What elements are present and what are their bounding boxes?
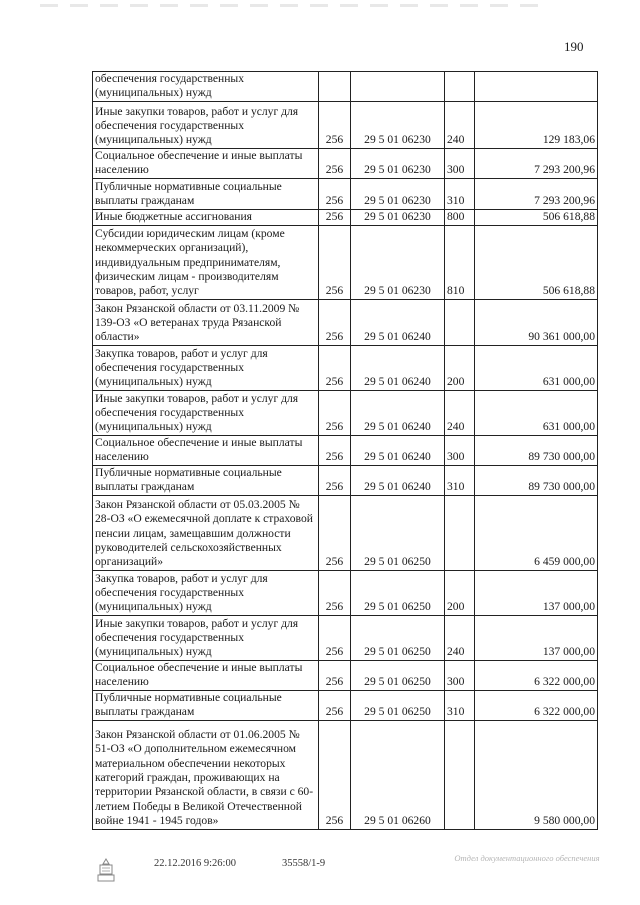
table-row (93, 390, 598, 435)
row-name: Иные закупки товаров, работ и услуг для обеспечения государственных (муниципальных) нужд (93, 390, 319, 435)
row-name: Социальное обеспечение и иные выплаты населению (93, 148, 319, 178)
row-ved: 256 (319, 690, 351, 720)
table-row (93, 495, 598, 570)
row-name: Публичные нормативные социальные выплаты гражданам (93, 690, 319, 720)
row-ved: 256 (319, 465, 351, 495)
row-ved: 256 (319, 299, 351, 345)
row-vr: 240 (445, 101, 475, 148)
row-csr: 29 5 01 06240 (351, 465, 445, 495)
table-row (93, 660, 598, 690)
row-name: Закупка товаров, работ и услуг для обеспечения государственных (муниципальных) нужд (93, 345, 319, 390)
row-name: Субсидии юридическим лицам (кроме некоммерческих организаций), индивидуальным предпринимателям, физическим лицам - производителям товаров, работ, услуг (93, 225, 319, 299)
row-sum: 7 293 200,96 (475, 148, 598, 178)
row-ved: 256 (319, 390, 351, 435)
row-sum: 7 293 200,96 (475, 178, 598, 209)
row-vr (445, 299, 475, 345)
scan-artifact (40, 4, 540, 7)
row-csr: 29 5 01 06230 (351, 148, 445, 178)
row-vr: 240 (445, 615, 475, 660)
row-name: Закон Рязанской области от 01.06.2005 № 51-ОЗ «О дополнительном ежемесячном материальном обеспечении некоторых категорий граждан, проживающих на территории Рязанской области, в связи с 60-летием Победы в Великой Отечественной войне 1941 - 1945 годов» (93, 720, 319, 829)
row-ved: 256 (319, 148, 351, 178)
row-sum: 137 000,00 (475, 570, 598, 615)
row-csr: 29 5 01 06230 (351, 178, 445, 209)
row-sum: 631 000,00 (475, 390, 598, 435)
office-stamp: Отдел документационного обеспечения (454, 853, 600, 863)
table-row (93, 720, 598, 829)
row-csr: 29 5 01 06250 (351, 690, 445, 720)
row-ved: 256 (319, 570, 351, 615)
row-vr: 810 (445, 225, 475, 299)
row-name: Социальное обеспечение и иные выплаты населению (93, 660, 319, 690)
table-row (93, 465, 598, 495)
row-csr: 29 5 01 06240 (351, 299, 445, 345)
row-vr: 800 (445, 209, 475, 225)
row-ved: 256 (319, 615, 351, 660)
row-sum: 506 618,88 (475, 225, 598, 299)
row-vr (445, 495, 475, 570)
row-sum (475, 72, 598, 102)
row-name: Социальное обеспечение и иные выплаты населению (93, 435, 319, 465)
row-ved: 256 (319, 178, 351, 209)
row-vr (445, 720, 475, 829)
row-sum: 129 183,06 (475, 101, 598, 148)
row-sum: 6 322 000,00 (475, 690, 598, 720)
row-sum: 137 000,00 (475, 615, 598, 660)
row-csr: 29 5 01 06230 (351, 101, 445, 148)
row-csr (351, 72, 445, 102)
table-row (93, 690, 598, 720)
row-csr: 29 5 01 06260 (351, 720, 445, 829)
row-name: Закупка товаров, работ и услуг для обеспечения государственных (муниципальных) нужд (93, 570, 319, 615)
row-ved: 256 (319, 435, 351, 465)
row-name: Иные бюджетные ассигнования (93, 209, 319, 225)
row-sum: 6 322 000,00 (475, 660, 598, 690)
row-csr: 29 5 01 06250 (351, 615, 445, 660)
row-ved: 256 (319, 495, 351, 570)
footer-timestamp: 22.12.2016 9:26:00 (154, 858, 236, 869)
table-row (93, 570, 598, 615)
row-vr: 200 (445, 345, 475, 390)
table-row (93, 209, 598, 225)
row-name: Закон Рязанской области от 05.03.2005 № 28-ОЗ «О ежемесячной доплате к страховой пенсии лицам, замещавшим должности руководителей сельскохозяйственных организаций» (93, 495, 319, 570)
table-row (93, 101, 598, 148)
row-sum: 631 000,00 (475, 345, 598, 390)
budget-table (92, 71, 598, 830)
row-sum: 506 618,88 (475, 209, 598, 225)
row-vr: 200 (445, 570, 475, 615)
row-vr (445, 72, 475, 102)
footer-doc-code: 35558/1-9 (282, 858, 326, 869)
printer-logo-icon (95, 857, 117, 885)
row-sum: 89 730 000,00 (475, 465, 598, 495)
row-csr: 29 5 01 06240 (351, 390, 445, 435)
row-ved: 256 (319, 209, 351, 225)
table-row (93, 148, 598, 178)
row-csr: 29 5 01 06230 (351, 225, 445, 299)
row-name: Закон Рязанской области от 03.11.2009 № 139-ОЗ «О ветеранах труда Рязанской области» (93, 299, 319, 345)
row-ved (319, 72, 351, 102)
row-sum: 6 459 000,00 (475, 495, 598, 570)
row-csr: 29 5 01 06250 (351, 495, 445, 570)
row-vr: 300 (445, 660, 475, 690)
row-sum: 90 361 000,00 (475, 299, 598, 345)
row-sum: 9 580 000,00 (475, 720, 598, 829)
row-ved: 256 (319, 101, 351, 148)
row-name: Иные закупки товаров, работ и услуг для обеспечения государственных (муниципальных) нужд (93, 615, 319, 660)
table-row (93, 178, 598, 209)
row-name: Публичные нормативные социальные выплаты гражданам (93, 465, 319, 495)
row-vr: 240 (445, 390, 475, 435)
row-csr: 29 5 01 06230 (351, 209, 445, 225)
row-sum: 89 730 000,00 (475, 435, 598, 465)
table-row (93, 345, 598, 390)
row-vr: 310 (445, 465, 475, 495)
row-csr: 29 5 01 06240 (351, 345, 445, 390)
table-row (93, 72, 598, 102)
row-csr: 29 5 01 06250 (351, 570, 445, 615)
row-ved: 256 (319, 720, 351, 829)
page-number: 190 (564, 39, 584, 54)
row-vr: 310 (445, 690, 475, 720)
table-row (93, 299, 598, 345)
row-vr: 300 (445, 435, 475, 465)
table-row (93, 435, 598, 465)
table-row (93, 225, 598, 299)
row-ved: 256 (319, 345, 351, 390)
row-ved: 256 (319, 660, 351, 690)
row-csr: 29 5 01 06250 (351, 660, 445, 690)
row-vr: 300 (445, 148, 475, 178)
row-csr: 29 5 01 06240 (351, 435, 445, 465)
table-row (93, 615, 598, 660)
row-name: Публичные нормативные социальные выплаты гражданам (93, 178, 319, 209)
row-vr: 310 (445, 178, 475, 209)
row-name: обеспечения государственных (муниципальных) нужд (93, 72, 319, 102)
row-name: Иные закупки товаров, работ и услуг для обеспечения государственных (муниципальных) нужд (93, 101, 319, 148)
row-ved: 256 (319, 225, 351, 299)
